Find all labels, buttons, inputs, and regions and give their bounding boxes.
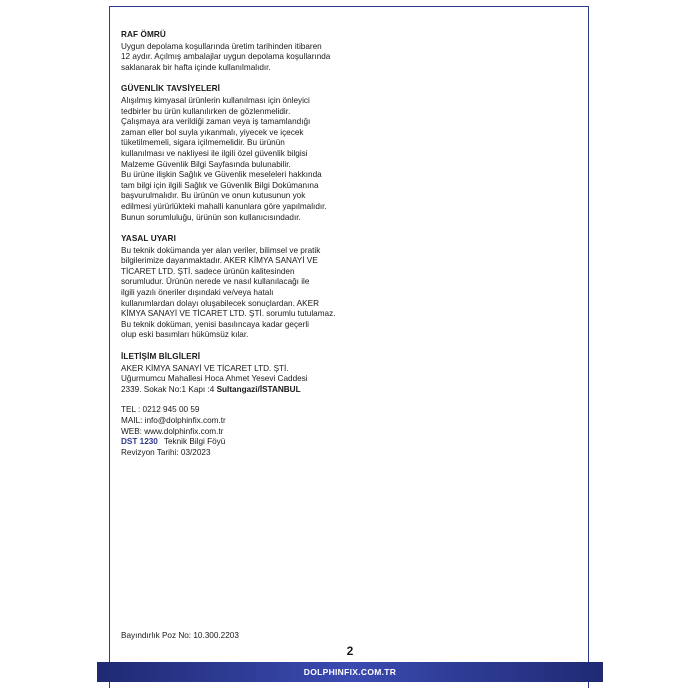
safety-line: kullanılması ve nakliyesi ile ilgili özel güvenlik bilgisi (121, 148, 308, 158)
product-code-line (121, 437, 371, 448)
safety-section (121, 84, 371, 223)
document-type: Teknik Bilgi Föyü (163, 437, 226, 447)
revision-date: Revizyon Tarihi: 03/2023 (121, 447, 211, 457)
safety-line: başvurulmalıdır. Bu ürünün ve onun kutusunun yok (121, 191, 306, 201)
legal-line: KİMYA SANAYİ VE TİCARET LTD. ŞTİ. sorumlu tutulamaz. (121, 309, 336, 319)
safety-line: Bu ürüne ilişkin Sağlık ve Güvenlik meseleleri hakkında (121, 170, 322, 180)
legal-line: Bu teknik dokümanda yer alan veriler, bilimsel ve pratik (121, 245, 321, 255)
legal-line: kullanımlardan dolayı oluşabilecek sonuçlardan. AKER (121, 298, 319, 308)
legal-line: sorumludur. Ürünün nerede ve nasıl kullanılacağı ile (121, 277, 310, 287)
legal-line: ilgili yazılı öneriler dışındaki ve/veya hatalı (121, 288, 274, 298)
safety-title: GÜVENLİK TAVSİYELERİ (121, 84, 221, 94)
legal-section (121, 234, 371, 341)
safety-line: tam bilgi için ilgili Sağlık ve Güvenlik Bilgi Dokümanına (121, 180, 319, 190)
website[interactable]: WEB: www.dolphinfix.com.tr (121, 426, 224, 436)
safety-line: edilmesi yürürlükteki mahalli kanunlara göre yapılmalıdır. (121, 201, 327, 211)
legal-line: olup eski basımları hükümsüz kılar. (121, 330, 249, 340)
shelf-life-title: RAF ÖMRÜ (121, 30, 166, 39)
safety-line: Alışılmış kimyasal ürünlerin kullanılması için önleyici (121, 95, 310, 105)
address-line-2 (121, 385, 371, 396)
poz-number: Bayındırlık Poz No: 10.300.2203 (121, 631, 239, 640)
safety-line: zaman eller bol suyla yıkanmalı, yiyecek ve içecek (121, 127, 304, 137)
page-number: 2 (346, 644, 354, 658)
address-city: İSTANBUL (259, 384, 301, 394)
shelf-life-line: 12 aydır. Açılmış ambalajlar uygun depolama koşullarında (121, 52, 331, 62)
address-district: Sultangazi/ (216, 384, 260, 394)
safety-line: Çalışmaya ara verildiği zaman veya iş tamamlandığı (121, 117, 311, 127)
shelf-life-line: Uygun depolama koşullarında üretim tarihinden itibaren (121, 41, 322, 51)
legal-line: bilgilerimize dayanmaktadır. AKER KİMYA SANAYİ VE (121, 256, 318, 266)
address-line-1: Uğurmumcu Mahallesi Hoca Ahmet Yesevi Caddesi (121, 374, 308, 384)
footer-url-bar[interactable]: DOLPHINFIX.COM.TR (97, 662, 603, 682)
address-street: 2339. Sokak No:1 Kapı :4 (121, 384, 217, 394)
safety-line: tedbirler bu ürün kullanılırken de gözlenmelidir. (121, 106, 291, 116)
shelf-life-section (121, 30, 371, 73)
safety-line: Malzeme Güvenlik Bilgi Sayfasında bulunabilir. (121, 159, 291, 169)
safety-line: Bunun sorumluluğu, ürünün son kullanıcısındadır. (121, 212, 301, 222)
legal-line: Bu teknik doküman, yenisi basılıncaya kadar geçerli (121, 319, 309, 329)
contact-title: İLETİŞİM BİLGİLERİ (121, 352, 201, 362)
contact-section (121, 352, 371, 458)
shelf-life-line: saklanarak bir hafta içinde kullanılmalıdır. (121, 62, 271, 72)
product-code: DST 1230 (121, 437, 158, 447)
email[interactable]: MAIL: info@dolphinfix.com.tr (121, 416, 226, 425)
safety-line: tüketilmemeli, sigara içilmemelidir. Bu ürünün (121, 138, 285, 148)
document-content (121, 30, 371, 469)
phone: TEL : 0212 945 00 59 (121, 405, 200, 415)
company-name: AKER KİMYA SANAYİ VE TİCARET LTD. ŞTİ. (121, 363, 289, 373)
legal-title: YASAL UYARI (121, 234, 176, 244)
legal-line: TİCARET LTD. ŞTİ. sadece ürünün kalitesinden (121, 266, 295, 276)
